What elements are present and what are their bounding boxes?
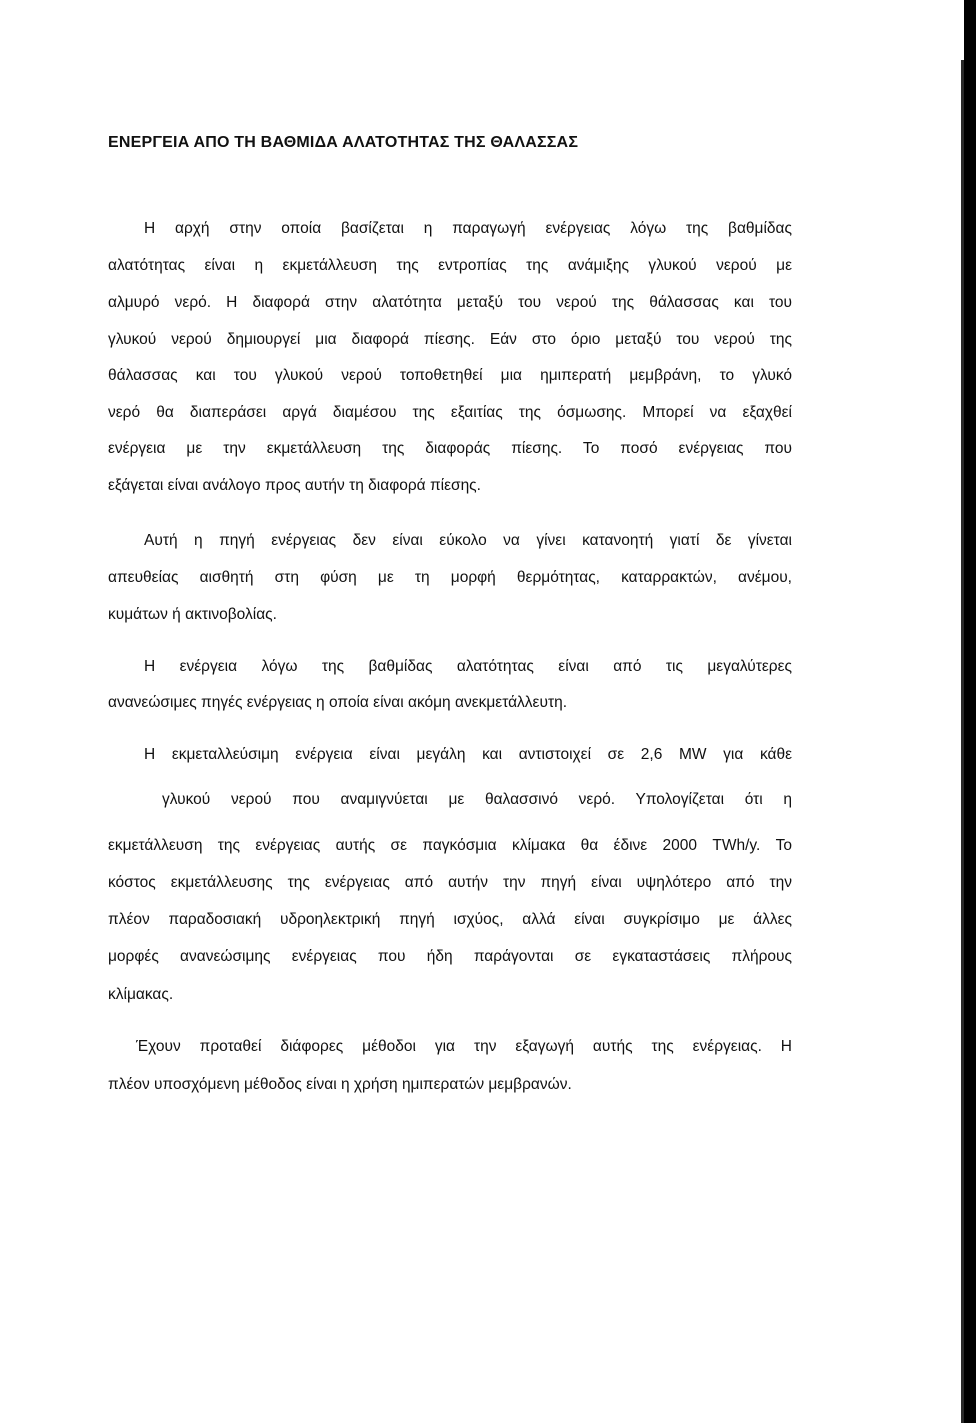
paragraph-5-line-1: Έχουν προταθεί διάφορες μέθοδοι για την εξαγωγή αυτής της ενέργειας. Η — [136, 1038, 792, 1055]
paragraph-1-line-7: ενέργεια με την εκμετάλλευση της διαφοράς πίεσης. Το ποσό ενέργειας που — [108, 440, 792, 457]
paragraph-4-line-2: γλυκού νερού που αναμιγνύεται με θαλασσινό νερό. Υπολογίζεται ότι η — [162, 791, 792, 808]
paragraph-4-line-4: κόστος εκμετάλλευσης της ενέργειας από αυτήν την πηγή είναι υψηλότερο από την — [108, 874, 792, 891]
paragraph-1-line-6: νερό θα διαπεράσει αργά διαμέσου της εξαιτίας της όσμωσης. Μπορεί να εξαχθεί — [108, 404, 792, 421]
paragraph-3-line-2: ανανεώσιμες πηγές ενέργειας η οποία είναι ακόμη ανεκμετάλλευτη. — [108, 694, 567, 711]
paragraph-1-line-5: θάλασσας και του γλυκού νερού τοποθετηθεί μια ημιπερατή μεμβράνη, το γλυκό — [108, 367, 792, 384]
paragraph-4-line-1: Η εκμεταλλεύσιμη ενέργεια είναι μεγάλη και αντιστοιχεί σε 2,6 MW για κάθε — [144, 746, 792, 763]
scan-border-shadow — [961, 60, 964, 1423]
paragraph-1-line-4: γλυκού νερού δημιουργεί μια διαφορά πίεσης. Εάν στο όριο μεταξύ του νερού της — [108, 331, 792, 348]
paragraph-4-line-3: εκμετάλλευση της ενέργειας αυτής σε παγκόσμια κλίμακα θα έδινε 2000 TWh/y. Το — [108, 837, 792, 854]
paragraph-4-line-6: μορφές ανανεώσιμης ενέργειας που ήδη παράγονται σε εγκαταστάσεις πλήρους — [108, 948, 792, 965]
paragraph-1-line-1: Η αρχή στην οποία βασίζεται η παραγωγή ενέργειας λόγω της βαθμίδας — [144, 220, 792, 237]
paragraph-3-line-1: Η ενέργεια λόγω της βαθμίδας αλατότητας είναι από τις μεγαλύτερες — [144, 658, 792, 675]
scan-border-right — [964, 0, 976, 1423]
paragraph-5-line-2: πλέον υποσχόμενη μέθοδος είναι η χρήση ημιπερατών μεμβρανών. — [108, 1076, 572, 1093]
paragraph-2-line-2: απευθείας αισθητή στη φύση με τη μορφή θερμότητας, καταρρακτών, ανέμου, — [108, 569, 792, 586]
paragraph-4-line-5: πλέον παραδοσιακή υδροηλεκτρική πηγή ισχύος, αλλά είναι συγκρίσιμο με άλλες — [108, 911, 792, 928]
paragraph-2-line-3: κυμάτων ή ακτινοβολίας. — [108, 606, 277, 623]
paragraph-2-line-1: Αυτή η πηγή ενέργειας δεν είναι εύκολο να γίνει κατανοητή γιατί δε γίνεται — [144, 532, 792, 549]
document-title: ΕΝΕΡΓΕΙΑ ΑΠΟ ΤΗ ΒΑΘΜΙΔΑ ΑΛΑΤΟΤΗΤΑΣ ΤΗΣ ΘΑΛΑΣΣΑΣ — [108, 134, 579, 151]
paragraph-1-line-8: εξάγεται είναι ανάλογο προς αυτήν τη διαφορά πίεσης. — [108, 477, 481, 494]
paragraph-1-line-2: αλατότητας είναι η εκμετάλλευση της εντροπίας της ανάμιξης γλυκού νερού με — [108, 257, 792, 274]
paragraph-4-line-7: κλίμακας. — [108, 986, 174, 1003]
paragraph-1-line-3: αλμυρό νερό. Η διαφορά στην αλατότητα μεταξύ του νερού της θάλασσας και του — [108, 294, 792, 311]
